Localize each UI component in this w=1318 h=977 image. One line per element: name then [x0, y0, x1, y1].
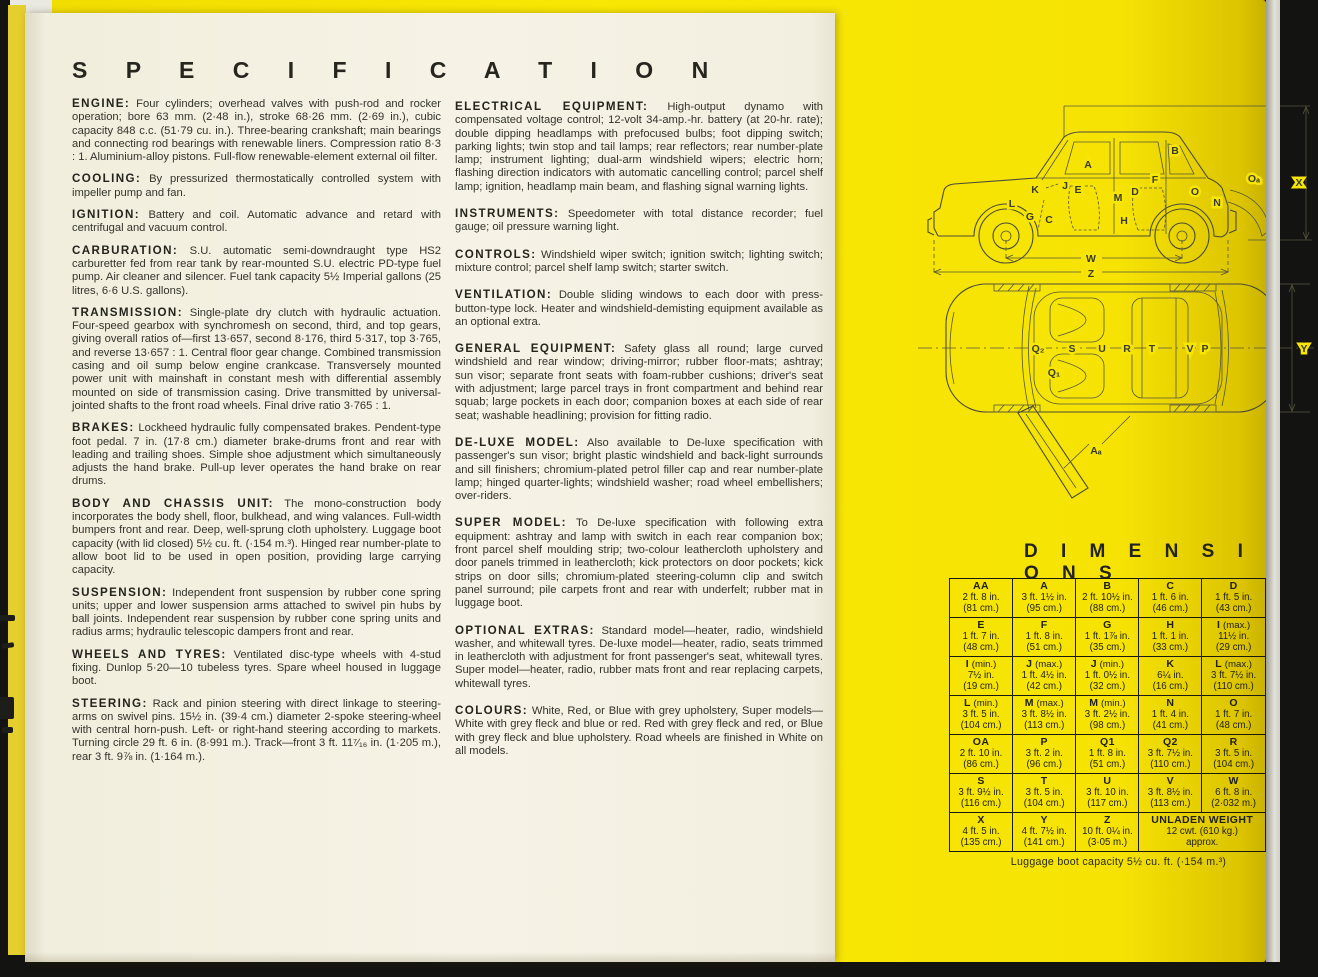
dimension-letter: R [1123, 343, 1131, 355]
spec-section: SUSPENSION: Independent front suspension by rubber cone spring units; upper and lower suspension arms attached to swivel pin hubs by ball joints. Independent rear suspension by rubber cone spring units and radius arms; hydraulic telescopic dampers front and rear. [72, 585, 441, 639]
dimensions-table-row [950, 696, 1266, 735]
dimension-letter: W [1086, 253, 1096, 265]
dimension-cell: Z 10 ft. 0¼ in. (3·05 m.) [1076, 813, 1139, 852]
binding-mark [0, 697, 14, 719]
spec-section-heading: ELECTRICAL EQUIPMENT: [455, 100, 649, 113]
dimensions-table [949, 578, 1266, 852]
dimension-letter: A [1084, 159, 1092, 171]
spec-section: TRANSMISSION: Single-plate dry clutch with hydraulic actuation. Four-speed gearbox with synchromesh on second, third, and top gears, giving overall ratios of—first 13·657, second 8·176, third 5·317, top 3·765, and reverse 13·657 : 1. Central floor gear change. Combined transmission casing and oil sump below engine crankcase. Transversely mounted power unit with mainshaft in constant mesh with differential assembly mounted on side of transmission casing. Drive transmitted by universal-jointed shafts to the front road wheels. Final drive ratio 3·765 : 1. [72, 305, 441, 412]
dimension-cell: A 3 ft. 1½ in. (95 cm.) [1013, 579, 1076, 618]
dimension-letter: D [1131, 186, 1139, 198]
spec-section-heading: BODY AND CHASSIS UNIT: [72, 496, 274, 510]
spec-section-heading: ENGINE: [72, 97, 131, 110]
dimensions-table-row [950, 579, 1266, 618]
dimension-letter: O [1190, 186, 1200, 198]
spec-section: ENGINE: Four cylinders; overhead valves with push-rod and rocker operation; bore 63 mm. (2·48 in.), stroke 68·26 mm. (2·69 in.), cubic capacity 848 c.c. (51·79 cu. in.). Three-bearing crankshaft; main bearings and connecting rod bearings with renewable liners. Compression ratio 8·3 : 1. Aluminium-alloy pistons. Full-flow renewable-element external oil filter. [72, 97, 441, 164]
dimension-cell: L (max.) 3 ft. 7½ in. (110 cm.) [1202, 657, 1266, 696]
dimension-cell: Q1 1 ft. 8 in. (51 cm.) [1076, 735, 1139, 774]
dimension-cell: N 1 ft. 4 in. (41 cm.) [1139, 696, 1202, 735]
dimension-letter: H [1120, 215, 1128, 227]
dimension-cell: AA 2 ft. 8 in. (81 cm.) [950, 579, 1013, 618]
dimension-letter: F [1151, 174, 1159, 186]
dimension-letter: B [1171, 145, 1179, 157]
dimension-cell: B 2 ft. 10½ in. (88 cm.) [1076, 579, 1139, 618]
spec-section-heading: DE-LUXE MODEL: [455, 435, 580, 449]
dimensions-table-row [950, 735, 1266, 774]
spec-section-heading: COLOURS: [455, 703, 529, 717]
dimension-cell: X 4 ft. 5 in. (135 cm.) [950, 813, 1013, 852]
dimensions-table-caption: Luggage boot capacity 5½ cu. ft. (·154 m.³) [1010, 856, 1227, 868]
dimension-cell: P 3 ft. 2 in. (96 cm.) [1013, 735, 1076, 774]
dimension-cell: Y 4 ft. 7½ in. (141 cm.) [1013, 813, 1076, 852]
spec-section: DE-LUXE MODEL: Also available to De-luxe specification with passenger's sun visor; bright plastic windshield and back-light surrounds and sill finishers; chromium-plated petrol filler cap and rear number-plate lamp; hinged quarter-lights; windshield washer; road wheel embellishers; over-riders. [455, 435, 824, 503]
dimension-cell: I (max.) 11½ in. (29 cm.) [1202, 618, 1266, 657]
dimension-letter: T [1148, 343, 1156, 355]
spec-section: ELECTRICAL EQUIPMENT: High-output dynamo with compensated voltage control; 12-volt 34-amp.-hr. battery (at 20-hr. rate); double dipping headlamps with prefocused bulbs; foot dipping switch; parking lights; twin stop and tail lamps; rear reflectors; rear number-plate lamp; instrument lighting; dual-arm windshield wipers; electric horn; flashing direction indicators with automatic cancelling control; parcel shelf lamp; ignition, headlamp main beam, and flashing signal warning lights. [455, 100, 824, 193]
dimension-letter: Q₁ [1047, 367, 1061, 379]
spec-section: STEERING: Rack and pinion steering with direct linkage to steering-arms on swivel pins. 15½ in. (39·4 cm.) diameter 2-spoke steering-wheel with central horn-push. Left- or right-hand steering according to markets. Turning circle 29 ft. 6 in. (8·991 m.). Track—front 3 ft. 11⁷⁄₁₆ in. (1·205 m.), rear 3 ft. 9⅞ in. (1·164 m.). [72, 696, 441, 763]
specification-page [25, 13, 835, 962]
dimensions-table-row [950, 774, 1266, 813]
dimension-letter: S [1068, 343, 1076, 355]
dimension-cell: D 1 ft. 5 in. (43 cm.) [1202, 579, 1266, 618]
spec-section-heading: VENTILATION: [455, 288, 553, 302]
dimensions-table-row [950, 657, 1266, 696]
spec-section: INSTRUMENTS: Speedometer with total distance recorder; fuel gauge; oil pressure warning light. [455, 207, 823, 234]
binding-mark [0, 615, 15, 621]
binding-mark [2, 727, 13, 733]
dimension-letter: Q₂ [1031, 343, 1045, 355]
dimension-letter: G [1025, 211, 1035, 223]
dimension-cell: W 6 ft. 8 in. (2·032 m.) [1202, 774, 1266, 813]
dimension-cell: Q2 3 ft. 7½ in. (110 cm.) [1139, 735, 1202, 774]
spec-section-heading: TRANSMISSION: [72, 305, 183, 319]
dimension-letter: C [1045, 214, 1053, 226]
dimension-cell: M (min.) 3 ft. 2½ in. (98 cm.) [1076, 696, 1139, 735]
dimension-cell: I (min.) 7½ in. (19 cm.) [950, 657, 1013, 696]
dimension-cell: G 1 ft. 1⅞ in. (35 cm.) [1076, 618, 1139, 657]
dimension-cell: S 3 ft. 9½ in. (116 cm.) [950, 774, 1013, 813]
dimensions-table-row [950, 618, 1266, 657]
dimension-letter: X [1295, 177, 1303, 189]
spec-section-heading: SUPER MODEL: [455, 516, 567, 530]
dimension-cell: OA 2 ft. 10 in. (86 cm.) [950, 735, 1013, 774]
spec-section: CARBURATION: S.U. automatic semi-downdraught type HS2 carburetter fed from rear tank by rear-mounted S.U. electric PD-type fuel pump. Air cleaner and silencer. Fuel tank capacity 5½ Imperial gallons (25 litres, 6·6 U.S. gallons). [72, 243, 441, 297]
dimension-cell: V 3 ft. 8½ in. (113 cm.) [1139, 774, 1202, 813]
dimension-letter: V [1186, 343, 1194, 355]
dimension-letter: L [1008, 198, 1016, 210]
spec-section: SUPER MODEL: To De-luxe specification with following extra equipment: ashtray and lamp with switch in each rear companion box; front parcel shelf moulding strip; two-colour leathercloth upholstery and door panels trimmed in leathercloth; kick protectors on door pockets; kick strips on door sills; chromium-plated steering-column clip and switch panel surround; pile carpets front and rear with underfelt; rubber mat in luggage boot. [455, 516, 823, 610]
dimension-cell: E 1 ft. 7 in. (48 cm.) [950, 618, 1013, 657]
page-edge-sliver [8, 5, 26, 955]
spec-section: CONTROLS: Windshield wiper switch; ignition switch; lighting switch; mixture control; parcel shelf lamp switch; starter switch. [455, 247, 823, 274]
car-side-view-diagram [918, 90, 1318, 286]
car-plan-view-diagram [918, 272, 1318, 512]
spec-column-2 [455, 100, 823, 771]
dimensions-table-row [950, 813, 1266, 852]
spec-section-heading: SUSPENSION: [72, 585, 168, 599]
spec-section: BRAKES: Lockheed hydraulic fully compensated brakes. Pendent-type foot pedal. 7 in. (17·8 cm.) diameter brake-drums front and rear with leading and trailing shoes. Simple shoe adjustment which simultaneously adjusts the hand brake. Pull-up lever operates the hand brake on rear drums. [72, 421, 441, 488]
spec-section-heading: OPTIONAL EXTRAS: [455, 623, 595, 637]
spec-section-heading: CONTROLS: [455, 247, 537, 261]
dimension-cell: T 3 ft. 5 in. (104 cm.) [1013, 774, 1076, 813]
dimension-cell: UNLADEN WEIGHT 12 cwt. (610 kg.) approx. [1139, 813, 1266, 852]
dimension-letter: U [1098, 343, 1106, 355]
spec-section: OPTIONAL EXTRAS: Standard model—heater, radio, windshield washer, and whitewall tyres. De-luxe model—heater, radio, seats trimmed in leathercloth with adjustment for front passenger's seat, whitewall tyres. Super model—heater, radio, rubber mats front and rear replacing carpets, whitewall tyres. [455, 623, 824, 690]
dimension-letter: P [1201, 343, 1209, 355]
dimension-letter: K [1031, 184, 1039, 196]
dimension-cell: C 1 ft. 6 in. (46 cm.) [1139, 579, 1202, 618]
spec-section-heading: WHEELS AND TYRES: [72, 647, 227, 661]
dimension-cell: L (min.) 3 ft. 5 in. (104 cm.) [950, 696, 1013, 735]
dimension-cell: R 3 ft. 5 in. (104 cm.) [1202, 735, 1266, 774]
dimension-letter: M [1113, 192, 1123, 204]
photo-background-edge [1266, 0, 1280, 962]
spec-section: GENERAL EQUIPMENT: Safety glass all round; large curved windshield and rear window; driving-mirror; rubber floor-mats; ashtray; sun visor; separate front seats with foam-rubber cushions; driver's seat with adjustment; large parcel trays in front compartment and behind rear squab; large pockets in each door; companion boxes at each side of rear seat; washable headlining; provision for fitting radio. [455, 342, 823, 422]
spec-section: BODY AND CHASSIS UNIT: The mono-construction body incorporates the body shell, floor, bulkhead, and wing valances. Full-width bumpers front and rear. Deep, well-sprung cloth upholstery. Luggage boot capacity (with lid closed) 5½ cu. ft. (·154 m.³). Hinged rear number-plate to allow boot lid to be used in open position, providing large carrying capacity. [72, 496, 441, 577]
spec-section: COOLING: By pressurized thermostatically controlled system with impeller pump and fan. [72, 172, 441, 199]
dimension-cell: H 1 ft. 1 in. (33 cm.) [1139, 618, 1202, 657]
dimension-cell: J (max.) 1 ft. 4½ in. (42 cm.) [1013, 657, 1076, 696]
spec-section-heading: GENERAL EQUIPMENT: [455, 342, 617, 356]
spec-section-heading: COOLING: [72, 172, 142, 186]
dimension-cell: K 6¼ in. (16 cm.) [1139, 657, 1202, 696]
spec-section-heading: IGNITION: [72, 208, 140, 222]
spec-section: VENTILATION: Double sliding windows to each door with press-button-type lock. Heater and windshield-demisting equipment available as an optional extra. [455, 288, 823, 328]
spec-section-heading: BRAKES: [72, 421, 135, 435]
dimension-letter: Z [1087, 268, 1095, 280]
specification-title: S P E C I F I C A T I O N [72, 57, 725, 83]
dimension-cell: M (max.) 3 ft. 8½ in. (113 cm.) [1013, 696, 1076, 735]
spec-column-1 [72, 97, 441, 772]
dimension-letter: Oₐ [1247, 173, 1261, 185]
spec-section-heading: CARBURATION: [72, 243, 179, 257]
dimensions-title: D I M E N S I O N S [1024, 541, 1252, 584]
dimension-cell: J (min.) 1 ft. 0½ in. (32 cm.) [1076, 657, 1139, 696]
spec-section: COLOURS: White, Red, or Blue with grey upholstery, Super models—White with grey fleck and blue or red. Red with grey fleck and red, or Blue with grey fleck and blue upholstery. Road wheels are finished in White on all models. [455, 703, 823, 757]
dimension-letter: Y [1300, 343, 1308, 355]
spec-section-heading: INSTRUMENTS: [455, 207, 560, 221]
dimension-letter: Aₐ [1090, 445, 1102, 457]
dimension-cell: O 1 ft. 7 in. (48 cm.) [1202, 696, 1266, 735]
spec-section-heading: STEERING: [72, 696, 148, 710]
dimension-cell: F 1 ft. 8 in. (51 cm.) [1013, 618, 1076, 657]
dimension-letter: J [1062, 180, 1068, 192]
dimension-letter: N [1213, 197, 1221, 209]
spec-section: WHEELS AND TYRES: Ventilated disc-type wheels with 4-stud fixing. Dunlop 5·20—10 tubeless tyres. Spare wheel housed in luggage boot. [72, 647, 441, 688]
spec-section: IGNITION: Battery and coil. Automatic advance and retard with centrifugal and vacuum control. [72, 208, 441, 235]
dimension-cell: U 3 ft. 10 in. (117 cm.) [1076, 774, 1139, 813]
dimension-letter: E [1074, 184, 1082, 196]
